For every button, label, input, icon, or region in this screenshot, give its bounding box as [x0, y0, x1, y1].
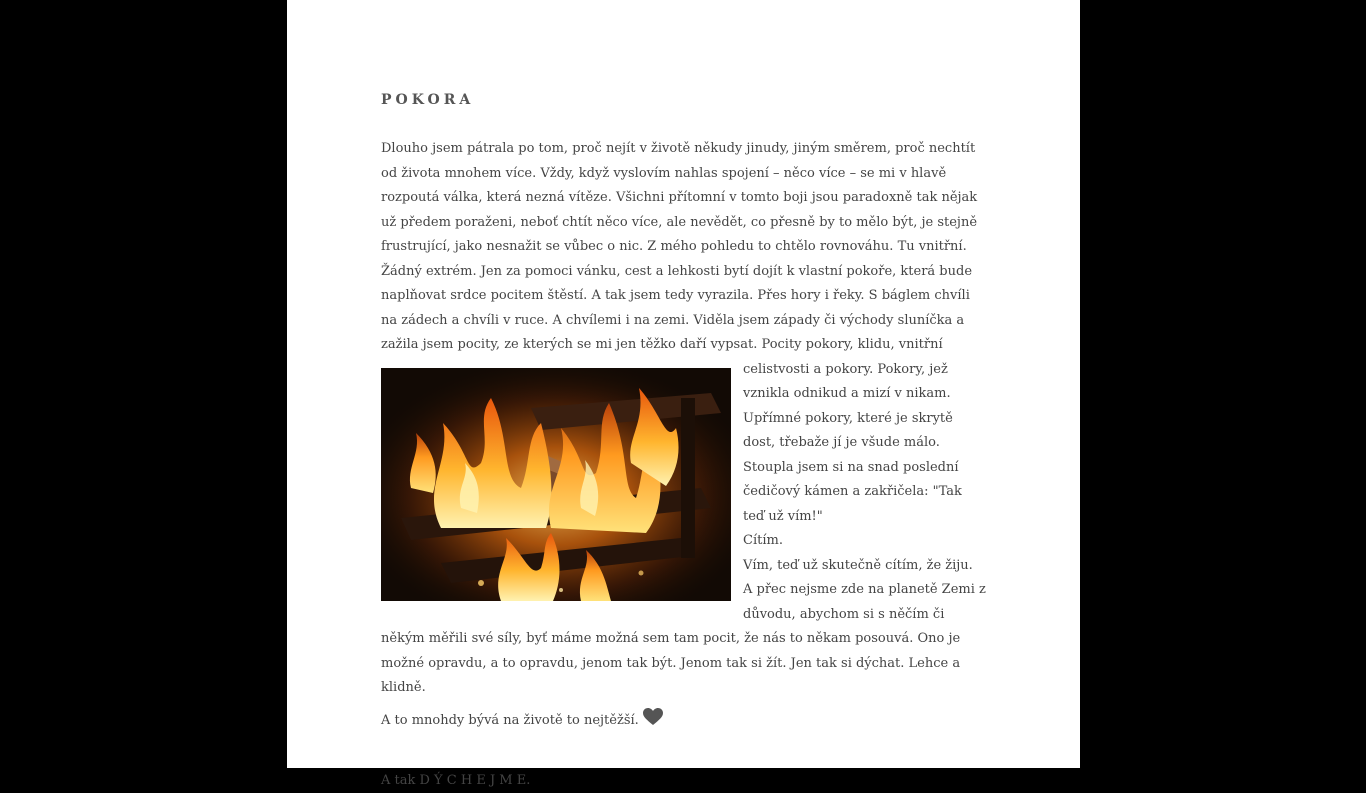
page-title: POKORA [381, 88, 987, 112]
article-body [381, 137, 987, 793]
page [287, 0, 1080, 768]
paragraph-with-heart [381, 707, 987, 737]
signoff: A tak D Ý C H E J M E. [381, 769, 987, 793]
paragraph: A přec nejsme zde na planetě Zemi z důvodu, abychom si s něčím či někým měřili své síly, byť máme možná sem tam pocit, že nás to někam posouvá. Ono je možné opravdu, a to opravdu, jenom tak být. Jenom tak si žít. Jen tak si dýchat. Lehce a klidně. [381, 578, 987, 701]
campfire-photo [381, 368, 731, 601]
paragraph-1-rest: vypsat. Pocity pokory, klidu, vnitřní celistvosti a pokory. Pokory, jež vznikla odnikud a mizí v nikam. Upřímné pokory, které je skrytě dost, třebaže jí je všude málo. [711, 337, 953, 450]
paragraph: Vím, teď už skutečně cítím, že žiju. [381, 554, 987, 579]
paragraph: Cítím. [381, 529, 987, 554]
paragraph: Stoupla jsem si na snad poslední čedičový kámen a zakřičela: "Tak teď už vím!" [381, 456, 987, 530]
heart-icon [643, 708, 663, 737]
article [381, 88, 987, 793]
paragraph-1-lead: Dlouho jsem pátrala po tom, proč nejít v životě někudy jinudy, jiným směrem, proč nechtít od života mnohem více. Vždy, když vyslovím nahlas spojení – něco více – se mi v hlavě rozpoutá válka, která nezná vítěze. Všichni přítomní v tomto boji jsou paradoxně tak nějak už předem poraženi, neboť chtít něco více, ale nevědět, co přesně by to mělo být, je stejně frustrující, jako nesnažit se vůbec o nic. Z mého pohledu to chtělo rovnováhu. Tu vnitřní. Žádný extrém. Jen za pomoci vánku, cest a lehkosti bytí dojít k vlastní pokoře, která bude naplňovat srdce pocitem štěstí. A tak jsem tedy vyrazila. Přes hory i řeky. S báglem chvíli na zádech a chvíli v ruce. A chvílemi i na zemi. Viděla jsem západy či východy sluníčka a zažila jsem pocity, ze kterých se mi jen těžko daří [381, 141, 977, 352]
paragraph [381, 137, 987, 456]
paragraph-text: A to mnohdy bývá na životě to nejtěžší. [381, 713, 639, 728]
